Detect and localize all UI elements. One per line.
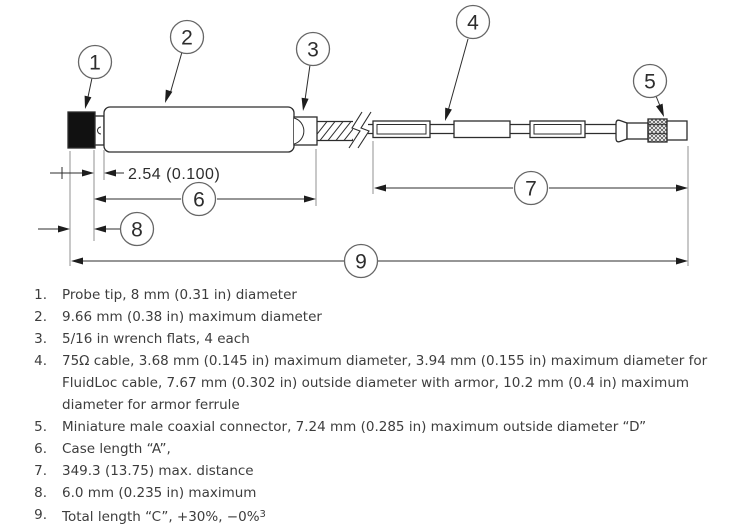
legend-item-text: Miniature male coaxial connector, 7.24 mm (0.285 in) maximum outside diameter “D” <box>62 419 647 435</box>
probe-assembly <box>68 107 687 152</box>
wrench-flats <box>294 117 317 145</box>
legend-item-1 <box>23 284 723 306</box>
legend-item-number: 3. <box>34 331 47 347</box>
legend-item-text: 75Ω cable, 3.68 mm (0.145 in) maximum diameter, 3.94 mm (0.155 in) maximum diameter for FluidLoc cable, 7.67 mm (0.302 in) outside diameter with armor, 10.2 mm (0.4 in) maximum diameter for armor ferrule <box>62 353 708 413</box>
coax-connector <box>616 119 687 142</box>
callout-3 <box>297 33 330 66</box>
legend-item-text: 9.66 mm (0.38 in) maximum diameter <box>62 309 322 325</box>
dim-2_54-label: 2.54 (0.100) <box>128 166 221 183</box>
callout-4 <box>457 6 490 39</box>
connector-end <box>667 121 687 140</box>
legend-item-number: 6. <box>34 441 47 457</box>
legend-item-text <box>62 504 266 527</box>
legend-item-3 <box>23 328 723 350</box>
legend-item-2 <box>23 306 723 328</box>
svg-text:7: 7 <box>525 177 537 201</box>
legend-item-text: 6.0 mm (0.235 in) maximum <box>62 485 257 501</box>
svg-text:2: 2 <box>181 26 193 50</box>
footnote-superscript: 3 <box>259 509 266 520</box>
dim-9-line <box>71 258 688 265</box>
legend-item-number: 7. <box>34 463 47 479</box>
svg-text:5: 5 <box>644 70 656 94</box>
legend-item-text: 349.3 (13.75) max. distance <box>62 463 254 479</box>
extension-lines <box>70 141 688 266</box>
legend-item-9 <box>23 504 723 527</box>
connector-knurl <box>648 119 667 142</box>
legend-item-number: 9. <box>34 507 47 523</box>
legend-item-text: Case length “A”, <box>62 441 171 457</box>
legend-list <box>23 284 723 527</box>
callout-7 <box>515 172 548 205</box>
legend-item-8 <box>23 482 723 504</box>
callout-5 <box>634 65 667 98</box>
legend-item-4 <box>23 350 723 416</box>
callout-8 <box>121 213 154 246</box>
legend-item-number: 2. <box>34 309 47 325</box>
probe-case <box>104 107 294 152</box>
collar-ring <box>95 116 104 145</box>
legend-item-text: Probe tip, 8 mm (0.31 in) diameter <box>62 287 297 303</box>
legend-item-text: 5/16 in wrench flats, 4 each <box>62 331 250 347</box>
legend-item-5 <box>23 416 723 438</box>
probe-tip <box>68 112 95 148</box>
callout-1 <box>79 46 112 79</box>
svg-text:6: 6 <box>193 188 205 212</box>
svg-text:1: 1 <box>89 51 101 75</box>
legend-item-number: 1. <box>34 287 47 303</box>
callout-9 <box>345 245 378 278</box>
svg-text:9: 9 <box>355 250 367 274</box>
dim-2_54 <box>50 167 124 179</box>
legend-item-number: 4. <box>34 353 47 369</box>
legend-item-text-main: Total length “C”, +30%, −0% <box>62 509 260 525</box>
callout-6 <box>183 183 216 216</box>
callout-2 <box>171 21 204 54</box>
svg-text:8: 8 <box>131 218 143 242</box>
strain-relief <box>616 120 627 142</box>
legend-item-7 <box>23 460 723 482</box>
svg-text:3: 3 <box>307 38 319 62</box>
svg-text:4: 4 <box>467 11 479 35</box>
legend-item-number: 5. <box>34 419 47 435</box>
legend-item-number: 8. <box>34 485 47 501</box>
dim-8-line <box>38 226 120 233</box>
legend-item-6 <box>23 438 723 460</box>
connector-body <box>627 123 648 139</box>
cable-armor-segment <box>373 121 585 138</box>
